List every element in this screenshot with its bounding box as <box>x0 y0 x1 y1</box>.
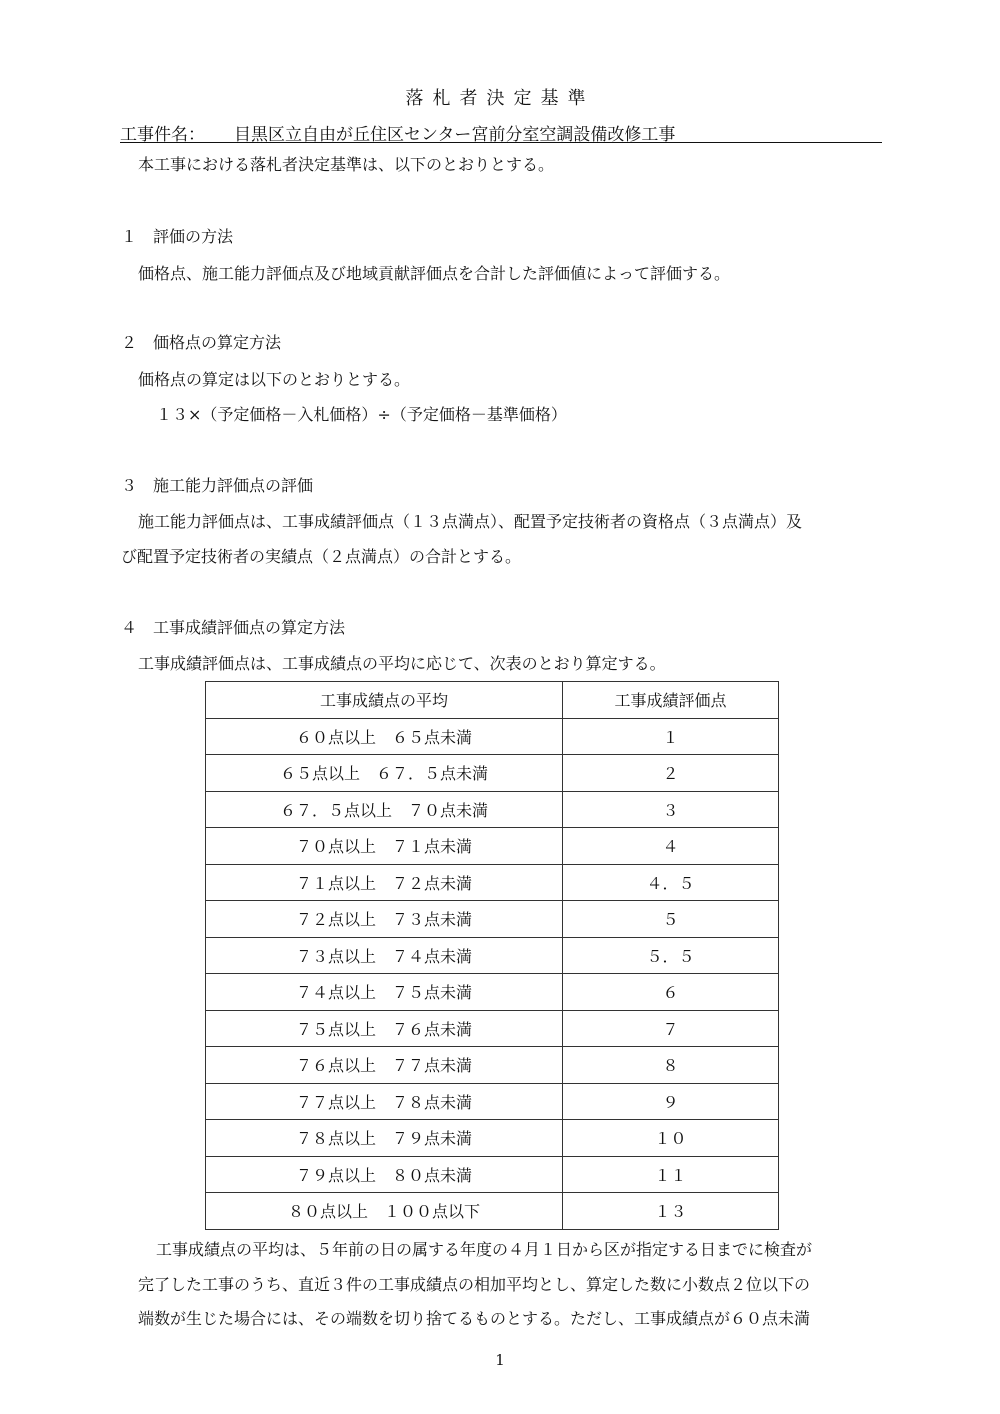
table-cell-score: ２ <box>563 755 779 792</box>
table-cell-average: ７５点以上 ７６点未満 <box>206 1010 563 1047</box>
table-header-average: 工事成績点の平均 <box>206 682 563 719</box>
score-table <box>205 681 779 1230</box>
table-cell-average: ７２点以上 ７３点未満 <box>206 901 563 938</box>
table-row <box>206 937 779 974</box>
table-row <box>206 1156 779 1193</box>
table-cell-score: １３ <box>563 1193 779 1230</box>
table-cell-score: １０ <box>563 1120 779 1157</box>
table-row <box>206 1120 779 1157</box>
table-header-score: 工事成績評価点 <box>563 682 779 719</box>
table-cell-average: ６０点以上 ６５点未満 <box>206 718 563 755</box>
table-cell-average: ７０点以上 ７１点未満 <box>206 828 563 865</box>
table-cell-score: ４ <box>563 828 779 865</box>
table-cell-score: ７ <box>563 1010 779 1047</box>
table-cell-average: ７６点以上 ７７点未満 <box>206 1047 563 1084</box>
table-cell-average: ７８点以上 ７９点未満 <box>206 1120 563 1157</box>
table-cell-score: ５ <box>563 901 779 938</box>
table-cell-score: ９ <box>563 1083 779 1120</box>
section-1-heading: １ 評価の方法 <box>121 227 234 246</box>
project-name: 目黒区立自由が丘住区センター宮前分室空調設備改修工事 <box>234 125 676 145</box>
note-line-1: 工事成績点の平均は、５年前の日の属する年度の４月１日から区が指定する日までに検査が <box>156 1240 813 1259</box>
table-cell-average: ８０点以上 １００点以下 <box>206 1193 563 1230</box>
table-row <box>206 755 779 792</box>
section-2-heading: ２ 価格点の算定方法 <box>121 333 282 352</box>
table-cell-score: １１ <box>563 1156 779 1193</box>
section-4-heading: ４ 工事成績評価点の算定方法 <box>121 618 346 637</box>
note-line-2: 完了した工事のうち、直近３件の工事成績点の相加平均とし、算定した数に小数点２位以下の <box>138 1275 811 1294</box>
table-cell-average: ７１点以上 ７２点未満 <box>206 864 563 901</box>
section-1-body: 価格点、施工能力評価点及び地域貢献評価点を合計した評価値によって評価する。 <box>138 264 731 283</box>
page-number: 1 <box>495 1351 505 1369</box>
table-row <box>206 1083 779 1120</box>
table-cell-score: ６ <box>563 974 779 1011</box>
table-row <box>206 718 779 755</box>
table-row <box>206 1010 779 1047</box>
table-row <box>206 1047 779 1084</box>
section-2-body: 価格点の算定は以下のとおりとする。 <box>138 370 411 389</box>
table-cell-score: ４．５ <box>563 864 779 901</box>
table-row <box>206 828 779 865</box>
table-row <box>206 864 779 901</box>
project-label: 工事件名： <box>120 125 205 145</box>
section-4-body: 工事成績評価点は、工事成績点の平均に応じて、次表のとおり算定する。 <box>138 654 666 673</box>
intro-text: 本工事における落札者決定基準は、以下のとおりとする。 <box>138 155 555 174</box>
section-3-heading: ３ 施工能力評価点の評価 <box>121 476 314 495</box>
document-title: 落札者決定基準 <box>405 88 595 109</box>
table-cell-average: ６７．５点以上 ７０点未満 <box>206 791 563 828</box>
section-2-formula: １３×（予定価格－入札価格）÷（予定価格－基準価格） <box>156 405 567 424</box>
table-cell-score: ５．５ <box>563 937 779 974</box>
table-cell-score: １ <box>563 718 779 755</box>
table-row <box>206 1193 779 1230</box>
table-row <box>206 974 779 1011</box>
table-row <box>206 791 779 828</box>
table-cell-average: ７４点以上 ７５点未満 <box>206 974 563 1011</box>
note-line-3: 端数が生じた場合には、その端数を切り捨てるものとする。ただし、工事成績点が６０点未満 <box>138 1309 811 1328</box>
table-header-row <box>206 682 779 719</box>
table-cell-score: ３ <box>563 791 779 828</box>
table-cell-average: ７９点以上 ８０点未満 <box>206 1156 563 1193</box>
table-cell-average: ６５点以上 ６７．５点未満 <box>206 755 563 792</box>
table-cell-score: ８ <box>563 1047 779 1084</box>
project-name-line <box>120 120 882 143</box>
table-cell-average: ７７点以上 ７８点未満 <box>206 1083 563 1120</box>
section-3-body-line-1: 施工能力評価点は、工事成績評価点（１３点満点）、配置予定技術者の資格点（３点満点）及 <box>138 512 803 531</box>
section-3-body-line-2: び配置予定技術者の実績点（２点満点）の合計とする。 <box>121 547 522 566</box>
table-row <box>206 901 779 938</box>
table-cell-average: ７３点以上 ７４点未満 <box>206 937 563 974</box>
